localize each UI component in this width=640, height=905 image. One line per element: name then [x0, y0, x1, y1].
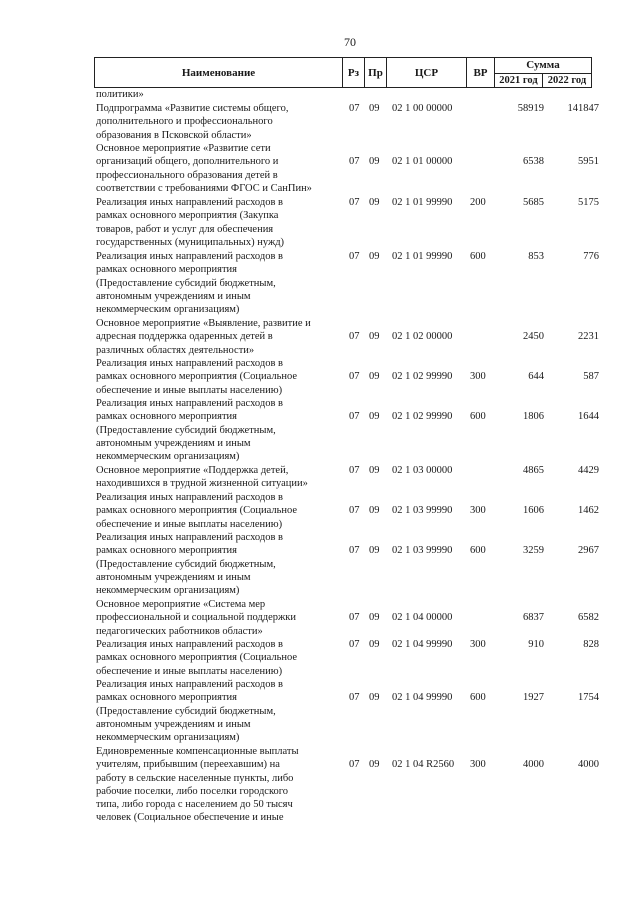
row-sum-2021: 4865	[523, 465, 544, 476]
table-row	[94, 142, 614, 196]
row-sum-2021: 58919	[517, 103, 544, 114]
table-row	[94, 491, 614, 531]
header-vr: ВР	[467, 58, 495, 87]
row-name: политики»	[96, 89, 144, 100]
row-csr: 02 1 04 99990	[392, 639, 453, 650]
row-sum-2021: 4000	[523, 759, 544, 770]
row-csr: 02 1 01 00000	[392, 156, 453, 167]
row-sum-2022: 6582	[578, 612, 599, 623]
row-rz: 07	[349, 251, 360, 262]
page-number: 70	[344, 35, 356, 49]
table-row	[94, 531, 614, 598]
row-rz: 07	[349, 465, 360, 476]
row-sum-2021: 6538	[523, 156, 544, 167]
row-sum-2021: 1927	[523, 692, 544, 703]
row-sum-2021: 3259	[523, 545, 544, 556]
row-pr: 09	[369, 156, 380, 167]
table-row	[94, 250, 614, 317]
table-body	[94, 88, 614, 825]
row-sum-2022: 4000	[578, 759, 599, 770]
row-sum-2022: 2967	[578, 545, 599, 556]
row-rz: 07	[349, 156, 360, 167]
table-row	[94, 397, 614, 464]
row-sum-2021: 910	[528, 639, 544, 650]
row-sum-2022: 5175	[578, 197, 599, 208]
row-sum-2022: 1644	[578, 411, 599, 422]
row-name: Реализация иных направлений расходов в рамках основного мероприятия (Социальное обеспечение и иные выплаты населению)	[96, 358, 298, 396]
table-row	[94, 464, 614, 491]
row-pr: 09	[369, 612, 380, 623]
row-rz: 07	[349, 331, 360, 342]
row-sum-2022: 1462	[578, 505, 599, 516]
table-row	[94, 357, 614, 397]
table-row	[94, 102, 614, 142]
row-pr: 09	[369, 251, 380, 262]
row-name: Реализация иных направлений расходов в рамках основного мероприятия (Предоставление субсидий бюджетным, автономным учреждениям и иным некоммерческим организациям)	[96, 398, 284, 463]
row-csr: 02 1 00 00000	[392, 103, 453, 114]
row-rz: 07	[349, 639, 360, 650]
row-rz: 07	[349, 505, 360, 516]
row-pr: 09	[369, 103, 380, 114]
row-sum-2021: 1606	[523, 505, 544, 516]
row-rz: 07	[349, 197, 360, 208]
row-vr: 200	[470, 197, 486, 208]
row-pr: 09	[369, 692, 380, 703]
row-vr: 300	[470, 639, 486, 650]
row-vr: 300	[470, 371, 486, 382]
row-name: Основное мероприятие «Выявление, развитие и адресная поддержка одаренных детей в различных областях деятельности»	[96, 318, 311, 356]
header-rz: Рз	[343, 58, 365, 87]
row-sum-2021: 5685	[523, 197, 544, 208]
row-sum-2021: 2450	[523, 331, 544, 342]
row-pr: 09	[369, 331, 380, 342]
row-name: Единовременные компенсационные выплаты учителям, прибывшим (переехавшим) на работу в сельские населенные пункты, либо рабочие поселки, либо поселки городского типа, либо города с населением до 50 тысяч человек (Социальное обеспечение и иные	[96, 746, 299, 824]
row-rz: 07	[349, 103, 360, 114]
row-csr: 02 1 02 99990	[392, 411, 453, 422]
table-row	[94, 678, 614, 745]
row-name: Основное мероприятие «Система мер профессиональной и социальной поддержки педагогических работников области»	[96, 599, 296, 637]
row-sum-2022: 2231	[578, 331, 599, 342]
row-vr: 300	[470, 759, 486, 770]
row-csr: 02 1 02 99990	[392, 371, 453, 382]
header-sum	[495, 58, 591, 87]
row-name: Реализация иных направлений расходов в рамках основного мероприятия (Социальное обеспечение и иные выплаты населению)	[96, 492, 298, 530]
row-vr: 600	[470, 411, 486, 422]
row-csr: 02 1 04 99990	[392, 692, 453, 703]
row-rz: 07	[349, 692, 360, 703]
table-row	[94, 638, 614, 678]
row-rz: 07	[349, 545, 360, 556]
table-header	[94, 57, 592, 88]
header-csr: ЦСР	[387, 58, 467, 87]
row-csr: 02 1 01 99990	[392, 251, 453, 262]
row-pr: 09	[369, 465, 380, 476]
row-pr: 09	[369, 545, 380, 556]
header-sum-title: Сумма	[495, 58, 591, 74]
row-sum-2021: 1806	[523, 411, 544, 422]
row-csr: 02 1 02 00000	[392, 331, 453, 342]
row-csr: 02 1 03 99990	[392, 545, 453, 556]
row-csr: 02 1 01 99990	[392, 197, 453, 208]
row-csr: 02 1 03 99990	[392, 505, 453, 516]
table-row	[94, 88, 614, 102]
row-sum-2022: 141847	[567, 103, 599, 114]
row-vr: 600	[470, 545, 486, 556]
row-sum-2022: 828	[583, 639, 599, 650]
row-rz: 07	[349, 371, 360, 382]
row-sum-2021: 644	[528, 371, 544, 382]
row-pr: 09	[369, 505, 380, 516]
row-sum-2021: 6837	[523, 612, 544, 623]
header-years	[495, 74, 591, 88]
row-csr: 02 1 04 R2560	[392, 759, 455, 770]
row-pr: 09	[369, 639, 380, 650]
row-pr: 09	[369, 759, 380, 770]
row-vr: 600	[470, 251, 486, 262]
header-year-2021: 2021 год	[495, 74, 543, 88]
table-row	[94, 745, 614, 825]
header-year-2022: 2022 год	[547, 75, 587, 86]
row-vr: 600	[470, 692, 486, 703]
table-row	[94, 196, 614, 250]
row-name: Реализация иных направлений расходов в рамках основного мероприятия (Предоставление субсидий бюджетным, автономным учреждениям и иным некоммерческим организациям)	[96, 679, 284, 744]
row-pr: 09	[369, 371, 380, 382]
row-vr: 300	[470, 505, 486, 516]
row-pr: 09	[369, 411, 380, 422]
row-rz: 07	[349, 612, 360, 623]
header-pr: Пр	[365, 58, 387, 87]
row-sum-2022: 5951	[578, 156, 599, 167]
row-name: Реализация иных направлений расходов в рамках основного мероприятия (Предоставление субсидий бюджетным, автономным учреждениям и иным некоммерческим организациям)	[96, 532, 284, 597]
row-sum-2022: 1754	[578, 692, 599, 703]
row-name: Реализация иных направлений расходов в рамках основного мероприятия (Предоставление субсидий бюджетным, автономным учреждениям и иным некоммерческим организациям)	[96, 251, 284, 316]
row-csr: 02 1 03 00000	[392, 465, 453, 476]
row-sum-2022: 776	[583, 251, 599, 262]
table-row	[94, 598, 614, 638]
row-rz: 07	[349, 759, 360, 770]
row-sum-2022: 587	[583, 371, 599, 382]
row-name: Реализация иных направлений расходов в рамках основного мероприятия (Закупка товаров, работ и услуг для обеспечения государственных (муниципальных) нужд)	[96, 197, 285, 248]
row-sum-2021: 853	[528, 251, 544, 262]
row-csr: 02 1 04 00000	[392, 612, 453, 623]
row-pr: 09	[369, 197, 380, 208]
table-row	[94, 317, 614, 357]
header-name: Наименование	[95, 58, 343, 87]
row-name: Основное мероприятие «Поддержка детей, находившихся в трудной жизненной ситуации»	[96, 465, 308, 490]
row-name: Основное мероприятие «Развитие сети организаций общего, дополнительного и профессионального образования детей в соответствии с требованиями ФГОС и СанПин»	[96, 143, 312, 194]
row-name: Подпрограмма «Развитие системы общего, дополнительного и профессионального образования в Псковской области»	[96, 103, 289, 141]
row-rz: 07	[349, 411, 360, 422]
row-sum-2022: 4429	[578, 465, 599, 476]
row-name: Реализация иных направлений расходов в рамках основного мероприятия (Социальное обеспечение и иные выплаты населению)	[96, 639, 298, 677]
